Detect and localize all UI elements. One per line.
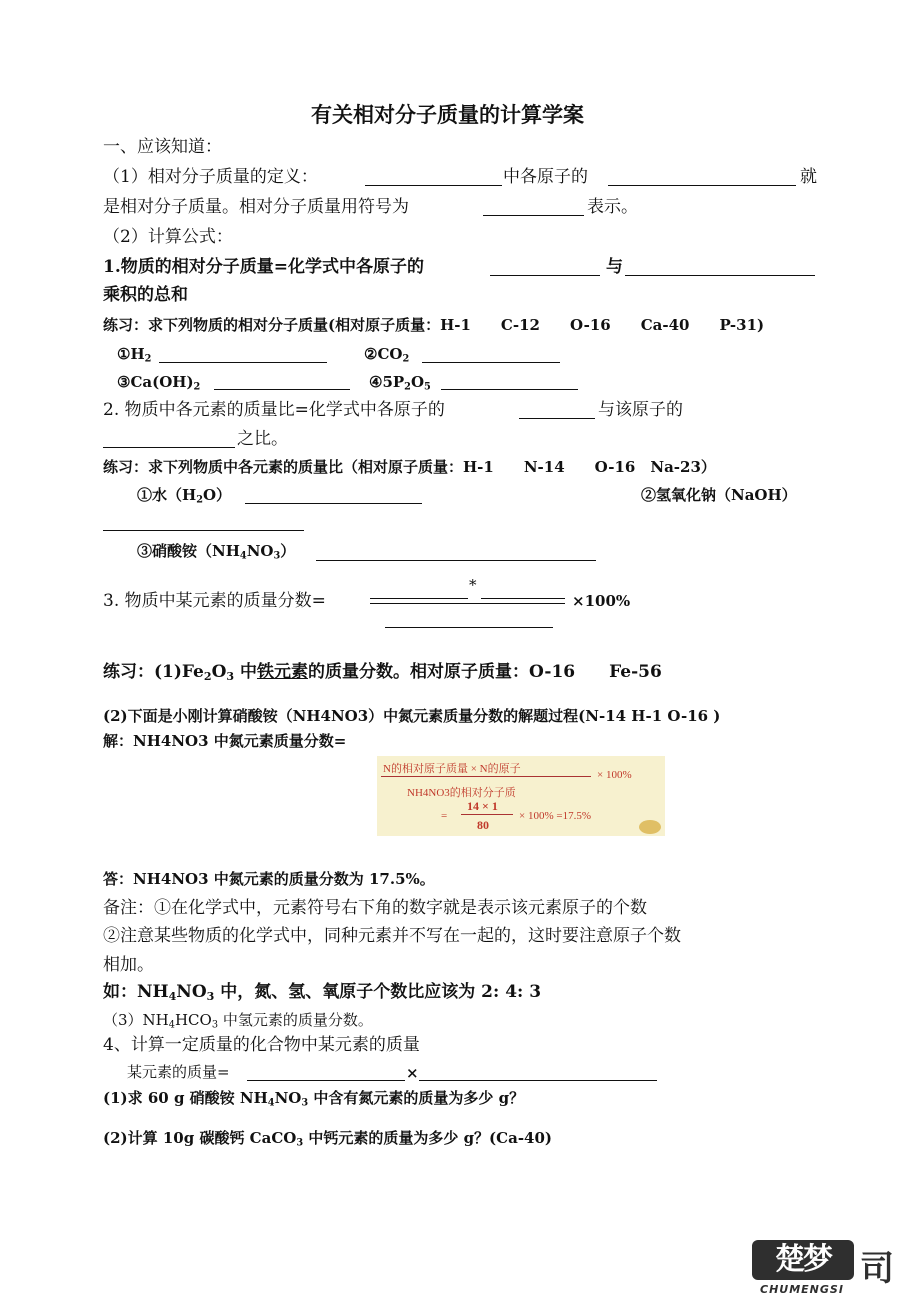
rule3-percent: ×100% bbox=[572, 592, 631, 610]
rule2-mid: 与该原子的 bbox=[598, 400, 683, 420]
blank-s4-1[interactable] bbox=[247, 1080, 405, 1081]
blank-rule1-1[interactable] bbox=[490, 275, 600, 276]
note-2: ②注意某些物质的化学式中，同种元素并不写在一起的，这时要注意原子个数 bbox=[103, 926, 681, 946]
blank-definition-1[interactable] bbox=[365, 185, 502, 186]
q2-naoh: ②氢氧化钠（NaOH） bbox=[641, 486, 797, 504]
blank-rule3-num1[interactable] bbox=[370, 598, 468, 599]
section-4-formula: 某元素的质量= bbox=[127, 1063, 230, 1081]
page-title: 有关相对分子质量的计算学案 bbox=[311, 102, 584, 127]
rule1-and: 与 bbox=[606, 257, 623, 277]
formula-bar-2 bbox=[461, 814, 513, 815]
question-3: $(3)NH_4HCO_3$ 中氢元素的质量分数。 bbox=[103, 1011, 373, 1031]
blank-q1-co2[interactable] bbox=[422, 362, 560, 363]
note-1: 备注：①在化学式中，元素符号右下角的数字就是表示该元素原子的个数 bbox=[103, 898, 647, 918]
definition-line2-end: 表示。 bbox=[587, 197, 638, 217]
section-4-heading: 4、计算一定质量的化合物中某元素的质量 bbox=[103, 1035, 420, 1055]
q2-water: ①水$(H_2O)$ bbox=[137, 486, 232, 506]
blank-q1-caoh2[interactable] bbox=[214, 389, 350, 390]
blank-symbol[interactable] bbox=[483, 215, 584, 216]
formula-equals: = bbox=[441, 810, 448, 822]
s4-question-2: (2)计算 10g 碳酸钙 CaCO$_3$ 中钙元素的质量为多少 g？(Ca-40) bbox=[103, 1129, 553, 1149]
watermark-sub: CHUMENGSI bbox=[760, 1283, 844, 1296]
blank-q1-h2[interactable] bbox=[159, 362, 327, 363]
practice3-prompt: 练习：$(1)Fe_2O_3$ 中铁元素的质量分数。相对原子质量：O-16 Fe-56 bbox=[103, 662, 662, 683]
formula-bar-1 bbox=[381, 776, 591, 777]
rule1-text: 1.物质的相对分子质量=化学式中各原子的 bbox=[103, 257, 424, 277]
blank-q2-naoh[interactable] bbox=[103, 530, 304, 531]
formula-numerator: N的相对原子质量 × N的原子 bbox=[383, 763, 521, 775]
blank-q2-nh4no3[interactable] bbox=[316, 560, 596, 561]
blank-rule2-1[interactable] bbox=[519, 418, 595, 419]
fraction-bar bbox=[370, 603, 565, 604]
practice1-prompt: 练习：求下列物质的相对分子质量(相对原子质量：H-1 C-12 O-16 Ca-40 P-31) bbox=[103, 316, 765, 334]
s4-question-1: (1)求 60 g 硝酸铵 $NH_4NO_3$ 中含有氮元素的质量为多少 g？ bbox=[103, 1089, 525, 1109]
blank-rule3-num2[interactable] bbox=[481, 598, 565, 599]
solution-formula-image bbox=[377, 756, 665, 836]
note-2-cont: 相加。 bbox=[103, 955, 154, 975]
decorative-blob bbox=[639, 820, 661, 834]
rule3-multiply-star: * bbox=[469, 576, 477, 594]
blank-rule2-2[interactable] bbox=[103, 447, 235, 448]
practice2-prompt: 练习：求下列物质中各元素的质量比（相对原子质量：H-1 N-14 O-16 Na-23） bbox=[103, 458, 716, 476]
blank-q1-5p2o5[interactable] bbox=[441, 389, 578, 390]
blank-s4-2[interactable] bbox=[419, 1080, 657, 1081]
blank-rule3-den[interactable] bbox=[385, 627, 553, 628]
blank-rule1-2[interactable] bbox=[625, 275, 815, 276]
blank-definition-2[interactable] bbox=[608, 185, 796, 186]
practice3-part2: (2)下面是小刚计算硝酸铵（NH4NO3）中氮元素质量分数的解题过程(N-14 H-1 O-16 ) bbox=[103, 707, 721, 725]
q2-nh4no3: ③硝酸铵$(NH_4NO_3)$ bbox=[137, 542, 296, 562]
definition-label: （1）相对分子质量的定义： bbox=[103, 167, 318, 187]
section-4-times: × bbox=[406, 1064, 419, 1082]
formula-frac-den: 80 bbox=[477, 818, 489, 832]
watermark-logo bbox=[752, 1237, 912, 1297]
blank-q2-water[interactable] bbox=[245, 503, 422, 504]
rule1-end: 乘积的总和 bbox=[103, 285, 188, 305]
formula-denominator: NH4NO3的相对分子质 bbox=[407, 787, 516, 799]
watermark-side: 司 bbox=[860, 1249, 894, 1289]
definition-end: 就 bbox=[800, 167, 817, 187]
formula-frac-num: 14 × 1 bbox=[467, 799, 498, 813]
formula-result: × 100% =17.5% bbox=[519, 810, 591, 822]
section-heading-know: 一、应该知道： bbox=[103, 137, 222, 157]
rule2-end: 之比。 bbox=[237, 429, 288, 449]
rule3-text: 3. 物质中某元素的质量分数= bbox=[103, 591, 326, 611]
rule2-text: 2. 物质中各元素的质量比=化学式中各原子的 bbox=[103, 400, 445, 420]
q1-co2: $②CO_2$ bbox=[364, 345, 410, 365]
example-line: 如：$NH_4NO_3$ 中，氮、氢、氧原子个数比应该为 2: 4: 3 bbox=[103, 982, 542, 1003]
q1-5p2o5: $④5P_2O_5$ bbox=[369, 373, 431, 393]
definition-mid: 中各原子的 bbox=[503, 167, 588, 187]
watermark-main: 楚梦 bbox=[752, 1240, 854, 1280]
formula-heading: （2）计算公式： bbox=[103, 227, 233, 247]
q1-caoh2: $③Ca(OH)_2$ bbox=[117, 373, 201, 393]
formula-pct-1: × 100% bbox=[597, 769, 632, 781]
answer-line: 答：NH4NO3 中氮元素的质量分数为 17.5%。 bbox=[103, 870, 435, 888]
solution-line: 解：NH4NO3 中氮元素质量分数= bbox=[103, 732, 347, 750]
definition-line2: 是相对分子质量。相对分子质量用符号为 bbox=[103, 197, 409, 217]
q1-h2: $①H_2$ bbox=[117, 345, 152, 365]
